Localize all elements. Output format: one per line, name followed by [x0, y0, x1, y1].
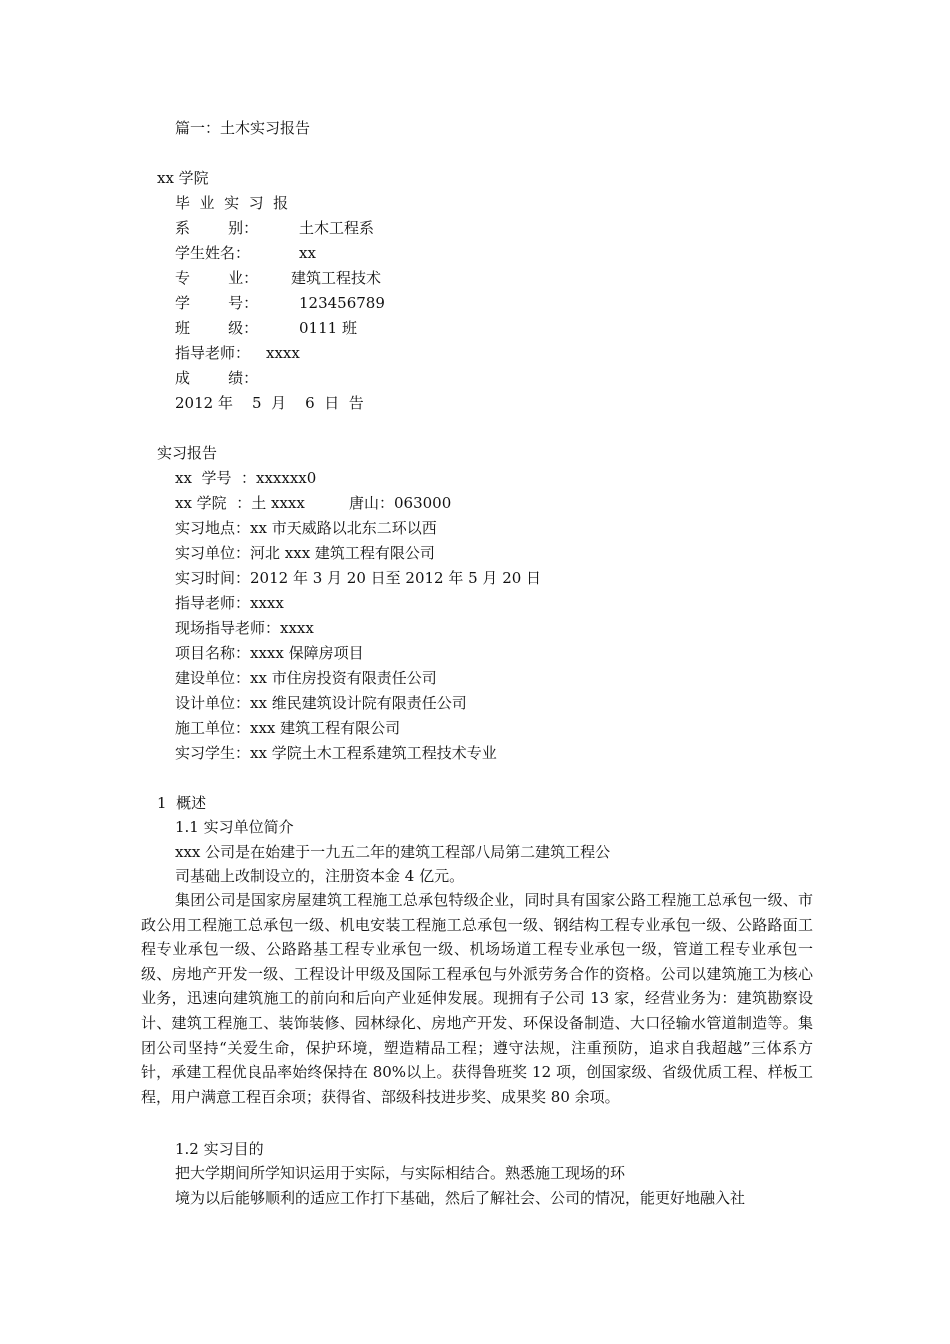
section-heading: 1 概述	[157, 794, 207, 812]
paragraph-line: 把大学期间所学知识运用于实际，与实际相结合。熟悉施工现场的环	[175, 1164, 626, 1182]
field-label-department: 系 别：	[175, 219, 259, 237]
field-label-student-name: 学生姓名：	[175, 244, 251, 262]
report-postcode: 唐山：063000	[349, 494, 452, 512]
paragraph-line: xxx 公司是在始建于一九五二年的建筑工程部八局第二建筑工程公	[175, 843, 611, 861]
cover-date: 2012 年 5 月 6 日 告	[175, 394, 364, 412]
report-item: 项目名称：xxxx 保障房项目	[175, 644, 364, 662]
field-value-department: 土木工程系	[299, 219, 375, 237]
subsection-heading: 1.1 实习单位简介	[175, 818, 294, 836]
report-item: 指导老师：xxxx	[175, 594, 284, 612]
report-college: xx 学院 ：土 xxxx	[175, 494, 305, 512]
report-item: 实习时间：2012 年 3 月 20 日至 2012 年 5 月 20 日	[175, 569, 542, 587]
field-label-advisor: 指导老师：	[175, 344, 251, 362]
field-label-student-id: 学 号：	[175, 294, 259, 312]
report-item: 设计单位：xx 维民建筑设计院有限责任公司	[175, 694, 467, 712]
field-label-class: 班 级：	[175, 319, 259, 337]
report-item: 实习地点：xx 市天威路以北东二环以西	[175, 519, 437, 537]
field-label-major: 专 业：	[175, 269, 259, 287]
field-value-class: 0111 班	[299, 319, 357, 337]
paragraph-line: 境为以后能够顺利的适应工作打下基础，然后了解社会、公司的情况，能更好地融入社	[175, 1189, 746, 1207]
report-item: 施工单位：xxx 建筑工程有限公司	[175, 719, 401, 737]
report-heading: 实习报告	[157, 444, 218, 462]
report-item: 建设单位：xx 市住房投资有限责任公司	[175, 669, 437, 687]
paragraph-line: 司基础上改制设立的，注册资本金 4 亿元。	[175, 867, 465, 885]
report-item: 实习学生：xx 学院土木工程系建筑工程技术专业	[175, 744, 497, 762]
cover-heading: 毕 业 实 习 报	[175, 194, 289, 212]
company-paragraph: 集团公司是国家房屋建筑工程施工总承包特级企业，同时具有国家公路工程施工总承包一级、市政公用工程施工总承包一级、机电安装工程施工总承包一级、钢结构工程专业承包一级、公路路面工程专业承包一级、公路路基工程专业承包一级、机场场道工程专业承包一级，管道工程专业承包一级、房地产开发一级、工程设计甲级及国际工程承包与外派劳务合作的资格。公司以建筑施工为核心业务，迅速向建筑施工的前向和后向产业延伸发展。现拥有子公司 13 家，经营业务为：建筑勘察设计、建筑工程施工、装饰装修、园林绿化、房地产开发、环保设备制造、大口径输水管道制造等。集团公司坚持“关爱生命，保护环境，塑造精品工程；遵守法规，注重预防，追求自我超越”三体系方针，承建工程优良品率始终保持在 80%以上。获得鲁班奖 12 项，创国家级、省级优质工程、样板工程，用户满意工程百余项；获得省、部级科技进步奖、成果奖 80 余项。	[141, 891, 813, 1106]
field-label-grade: 成 绩：	[175, 369, 259, 387]
report-item: 实习单位：河北 xxx 建筑工程有限公司	[175, 544, 435, 562]
field-value-major: 建筑工程技术	[291, 269, 382, 287]
field-value-advisor: xxxx	[266, 344, 300, 362]
document-title: 篇一：土木实习报告	[175, 119, 311, 137]
school-name: xx 学院	[157, 169, 209, 187]
field-value-student-id: 123456789	[299, 294, 385, 312]
field-value-student-name: xx	[299, 244, 316, 262]
subsection-heading: 1.2 实习目的	[175, 1140, 264, 1158]
report-student-number: xx 学号 ：xxxxxx0	[175, 469, 317, 487]
report-item: 现场指导老师：xxxx	[175, 619, 314, 637]
